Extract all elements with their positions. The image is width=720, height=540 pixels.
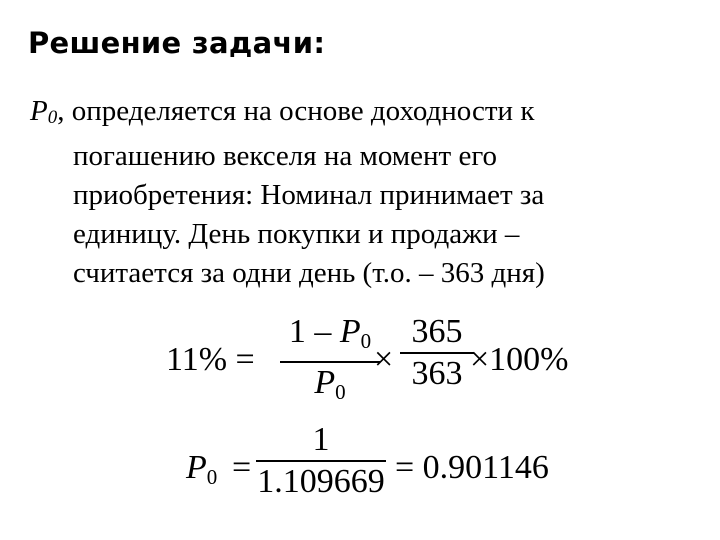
description-line-2: погашению векселя на момент его <box>73 140 498 172</box>
equation-lhs: 11% = <box>166 341 255 378</box>
day-ratio-fraction <box>400 312 474 394</box>
description-line-1: $P_0$, определяется на основе доходности к <box>30 95 535 128</box>
description-line-3: приобретения: Номинал принимает за <box>73 179 545 211</box>
price-fraction-numerator: 1 <box>312 421 330 458</box>
description-line-4: единицу. День покупки и продажи – <box>73 218 520 250</box>
problem-description <box>30 92 690 293</box>
price-fraction <box>280 312 380 412</box>
price-fraction-denominator: 1.109669 <box>257 463 385 500</box>
p0-symbol: $P_0$ <box>30 95 58 128</box>
price-fraction-denominator: P0 <box>314 364 346 404</box>
day-ratio-denominator: 363 <box>411 355 463 392</box>
price-fraction-numerator: 1 – P0 <box>288 313 372 353</box>
price-result: = 0.901146 <box>395 449 549 486</box>
description-line-5: считается за одни день (т.о. – 363 дня) <box>73 257 545 289</box>
price-fraction-result <box>256 420 386 502</box>
equation-lhs-var: P0 <box>186 449 218 489</box>
slide-title: Решение задачи: <box>28 26 326 60</box>
times-sign: × <box>374 341 394 378</box>
percent-multiplier: ×100% <box>470 341 569 378</box>
day-ratio-numerator: 365 <box>411 313 463 350</box>
equals-sign: = <box>232 449 252 486</box>
